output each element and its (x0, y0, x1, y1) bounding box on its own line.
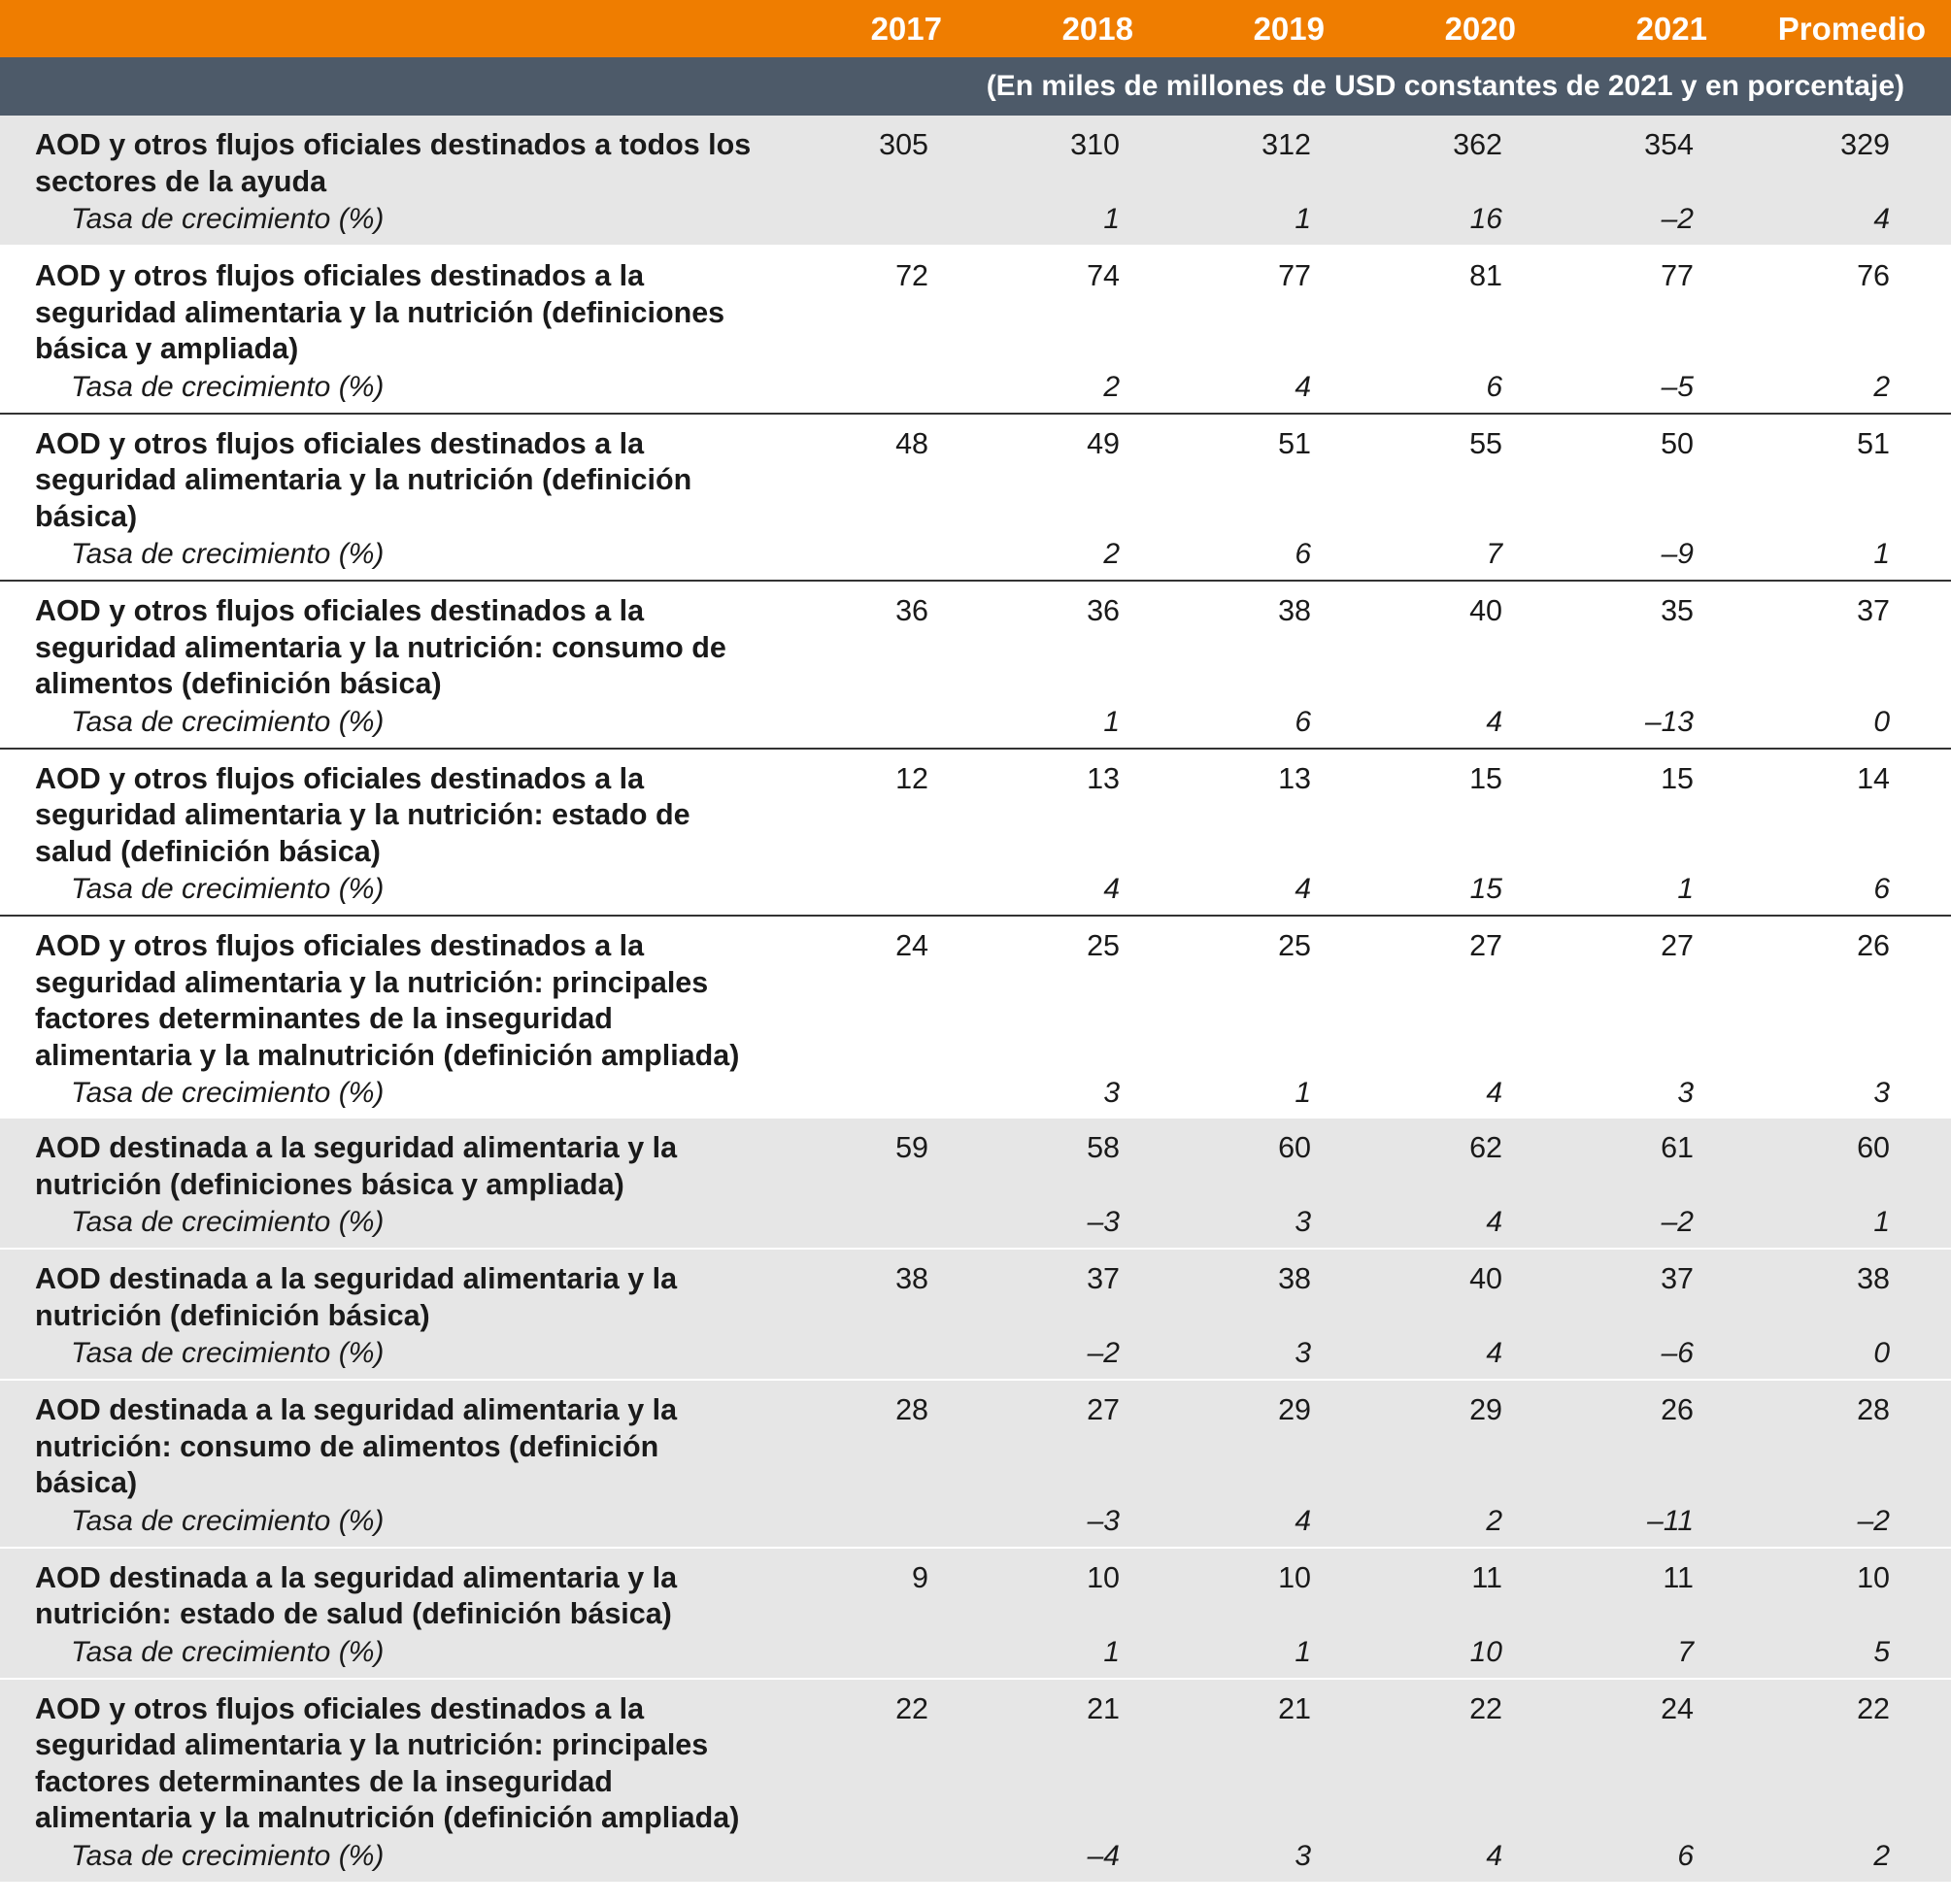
average-cell: 26 (1733, 916, 1951, 1074)
value-cell: 15 (1351, 749, 1542, 871)
row-group (0, 749, 1951, 917)
value-cell: 11 (1542, 1548, 1733, 1633)
value-cell: 305 (777, 116, 968, 200)
growth-average-cell: 2 (1733, 368, 1951, 414)
growth-average-cell: 5 (1733, 1633, 1951, 1679)
value-cell: 35 (1542, 581, 1733, 703)
growth-average-cell: 4 (1733, 200, 1951, 246)
growth-cell: 1 (968, 1633, 1160, 1679)
row-group (0, 916, 1951, 1119)
value-cell: 36 (777, 581, 968, 703)
value-cell: 37 (1542, 1249, 1733, 1334)
growth-cell (777, 703, 968, 749)
growth-row (0, 1074, 1951, 1119)
header-year-2020: 2020 (1351, 0, 1542, 57)
value-cell: 24 (777, 916, 968, 1074)
row-group (0, 116, 1951, 246)
growth-cell: 6 (1160, 535, 1351, 581)
growth-cell: –4 (968, 1837, 1160, 1882)
value-cell: 13 (968, 749, 1160, 871)
value-cell: 37 (968, 1249, 1160, 1334)
row-group (0, 1380, 1951, 1548)
growth-cell (777, 1334, 968, 1380)
value-cell: 362 (1351, 116, 1542, 200)
growth-cell: 3 (1160, 1203, 1351, 1249)
average-cell: 76 (1733, 246, 1951, 368)
header-year-2017: 2017 (777, 0, 968, 57)
value-cell: 74 (968, 246, 1160, 368)
growth-cell: 10 (1351, 1633, 1542, 1679)
growth-cell: 6 (1542, 1837, 1733, 1882)
average-cell: 37 (1733, 581, 1951, 703)
average-cell: 28 (1733, 1380, 1951, 1502)
value-cell: 60 (1160, 1119, 1351, 1203)
row-group (0, 246, 1951, 414)
growth-average-cell: 1 (1733, 1203, 1951, 1249)
value-cell: 40 (1351, 581, 1542, 703)
growth-cell (777, 870, 968, 916)
table-row (0, 916, 1951, 1074)
average-cell: 22 (1733, 1679, 1951, 1837)
value-cell: 310 (968, 116, 1160, 200)
growth-cell (777, 1074, 968, 1119)
row-label: AOD y otros flujos oficiales destinados a la seguridad alimentaria y la nutrición: estado de salud (definición básica) (0, 749, 777, 871)
growth-cell: 3 (1160, 1334, 1351, 1380)
growth-cell: –3 (968, 1203, 1160, 1249)
growth-cell: 4 (1160, 1502, 1351, 1548)
value-cell: 58 (968, 1119, 1160, 1203)
row-label: AOD y otros flujos oficiales destinados a la seguridad alimentaria y la nutrición: principales factores determinantes de la inseguridad alimentaria y la malnutrición (definición ampliada) (0, 1679, 777, 1837)
growth-cell: 7 (1542, 1633, 1733, 1679)
growth-cell: 3 (1160, 1837, 1351, 1882)
growth-row (0, 1502, 1951, 1548)
growth-cell (777, 1502, 968, 1548)
value-cell: 25 (1160, 916, 1351, 1074)
row-label: AOD destinada a la seguridad alimentaria y la nutrición (definición básica) (0, 1249, 777, 1334)
row-label: AOD destinada a la seguridad alimentaria y la nutrición: consumo de alimentos (definición básica) (0, 1380, 777, 1502)
table-row (0, 1679, 1951, 1837)
growth-cell: 6 (1351, 368, 1542, 414)
value-cell: 13 (1160, 749, 1351, 871)
growth-cell: 3 (1542, 1074, 1733, 1119)
value-cell: 15 (1542, 749, 1733, 871)
growth-label: Tasa de crecimiento (%) (0, 870, 777, 916)
growth-label: Tasa de crecimiento (%) (0, 1203, 777, 1249)
value-cell: 27 (968, 1380, 1160, 1502)
growth-cell: 2 (1351, 1502, 1542, 1548)
value-cell: 55 (1351, 414, 1542, 536)
row-group (0, 1119, 1951, 1249)
growth-cell: 2 (968, 368, 1160, 414)
growth-cell: 3 (968, 1074, 1160, 1119)
value-cell: 12 (777, 749, 968, 871)
growth-cell: 1 (1160, 1074, 1351, 1119)
growth-cell: 16 (1351, 200, 1542, 246)
growth-cell: 6 (1160, 703, 1351, 749)
growth-average-cell: 6 (1733, 870, 1951, 916)
table-row (0, 116, 1951, 200)
growth-cell: 1 (968, 200, 1160, 246)
growth-label: Tasa de crecimiento (%) (0, 535, 777, 581)
value-cell: 48 (777, 414, 968, 536)
growth-row (0, 1203, 1951, 1249)
value-cell: 26 (1542, 1380, 1733, 1502)
row-label: AOD y otros flujos oficiales destinados a la seguridad alimentaria y la nutrición (definiciones básica y ampliada) (0, 246, 777, 368)
growth-label: Tasa de crecimiento (%) (0, 1334, 777, 1380)
year-header-row (0, 0, 1951, 57)
growth-row (0, 1837, 1951, 1882)
table-row (0, 1548, 1951, 1633)
units-blank-cell (0, 57, 777, 116)
growth-cell: 4 (1351, 703, 1542, 749)
row-group (0, 1249, 1951, 1380)
growth-cell: 7 (1351, 535, 1542, 581)
value-cell: 9 (777, 1548, 968, 1633)
row-group (0, 1548, 1951, 1679)
value-cell: 10 (968, 1548, 1160, 1633)
growth-cell (777, 1633, 968, 1679)
growth-cell: 4 (1351, 1837, 1542, 1882)
value-cell: 51 (1160, 414, 1351, 536)
growth-cell: –2 (1542, 200, 1733, 246)
growth-cell: 4 (1160, 870, 1351, 916)
growth-cell (777, 1203, 968, 1249)
average-cell: 329 (1733, 116, 1951, 200)
value-cell: 81 (1351, 246, 1542, 368)
header-year-2018: 2018 (968, 0, 1160, 57)
row-label: AOD y otros flujos oficiales destinados a la seguridad alimentaria y la nutrición (definición básica) (0, 414, 777, 536)
growth-label: Tasa de crecimiento (%) (0, 1837, 777, 1882)
row-label: AOD y otros flujos oficiales destinados a la seguridad alimentaria y la nutrición: principales factores determinantes de la inseguridad alimentaria y la malnutrición (definición ampliada) (0, 916, 777, 1074)
growth-row (0, 368, 1951, 414)
value-cell: 27 (1542, 916, 1733, 1074)
value-cell: 38 (1160, 581, 1351, 703)
growth-cell: 15 (1351, 870, 1542, 916)
header-blank-cell (0, 0, 777, 57)
table-row (0, 414, 1951, 536)
growth-cell: –6 (1542, 1334, 1733, 1380)
growth-cell (777, 1837, 968, 1882)
average-cell: 14 (1733, 749, 1951, 871)
growth-cell: –3 (968, 1502, 1160, 1548)
value-cell: 50 (1542, 414, 1733, 536)
value-cell: 11 (1351, 1548, 1542, 1633)
growth-cell: –5 (1542, 368, 1733, 414)
growth-cell: 4 (968, 870, 1160, 916)
growth-cell: –2 (968, 1334, 1160, 1380)
value-cell: 36 (968, 581, 1160, 703)
growth-average-cell: –2 (1733, 1502, 1951, 1548)
value-cell: 25 (968, 916, 1160, 1074)
growth-cell: –11 (1542, 1502, 1733, 1548)
growth-cell: 4 (1351, 1334, 1542, 1380)
growth-row (0, 1633, 1951, 1679)
growth-cell (777, 200, 968, 246)
growth-label: Tasa de crecimiento (%) (0, 368, 777, 414)
row-group (0, 1679, 1951, 1882)
table-row (0, 1119, 1951, 1203)
growth-row (0, 870, 1951, 916)
value-cell: 28 (777, 1380, 968, 1502)
average-cell: 60 (1733, 1119, 1951, 1203)
value-cell: 40 (1351, 1249, 1542, 1334)
growth-average-cell: 2 (1733, 1837, 1951, 1882)
growth-cell (777, 535, 968, 581)
value-cell: 22 (777, 1679, 968, 1837)
growth-label: Tasa de crecimiento (%) (0, 1633, 777, 1679)
growth-row (0, 703, 1951, 749)
row-label: AOD destinada a la seguridad alimentaria y la nutrición (definiciones básica y ampliada) (0, 1119, 777, 1203)
value-cell: 312 (1160, 116, 1351, 200)
growth-row (0, 200, 1951, 246)
table-row (0, 1380, 1951, 1502)
value-cell: 24 (1542, 1679, 1733, 1837)
value-cell: 10 (1160, 1548, 1351, 1633)
growth-label: Tasa de crecimiento (%) (0, 703, 777, 749)
value-cell: 38 (1160, 1249, 1351, 1334)
units-row (0, 57, 1951, 116)
value-cell: 77 (1160, 246, 1351, 368)
value-cell: 21 (1160, 1679, 1351, 1837)
growth-average-cell: 0 (1733, 1334, 1951, 1380)
row-label: AOD y otros flujos oficiales destinados a la seguridad alimentaria y la nutrición: consumo de alimentos (definición básica) (0, 581, 777, 703)
value-cell: 29 (1351, 1380, 1542, 1502)
table-row (0, 581, 1951, 703)
header-average: Promedio (1733, 0, 1951, 57)
growth-cell: 1 (1160, 200, 1351, 246)
growth-cell: –13 (1542, 703, 1733, 749)
row-group (0, 414, 1951, 582)
growth-cell: –9 (1542, 535, 1733, 581)
growth-label: Tasa de crecimiento (%) (0, 1502, 777, 1548)
value-cell: 27 (1351, 916, 1542, 1074)
growth-row (0, 1334, 1951, 1380)
growth-average-cell: 0 (1733, 703, 1951, 749)
growth-cell: –2 (1542, 1203, 1733, 1249)
growth-cell: 1 (968, 703, 1160, 749)
units-label: (En miles de millones de USD constantes de 2021 y en porcentaje) (777, 57, 1951, 116)
value-cell: 354 (1542, 116, 1733, 200)
value-cell: 49 (968, 414, 1160, 536)
average-cell: 38 (1733, 1249, 1951, 1334)
row-label: AOD y otros flujos oficiales destinados a todos los sectores de la ayuda (0, 116, 777, 200)
growth-cell: 1 (1160, 1633, 1351, 1679)
average-cell: 10 (1733, 1548, 1951, 1633)
growth-average-cell: 1 (1733, 535, 1951, 581)
header-year-2019: 2019 (1160, 0, 1351, 57)
growth-row (0, 535, 1951, 581)
growth-cell: 4 (1351, 1074, 1542, 1119)
table-row (0, 246, 1951, 368)
growth-label: Tasa de crecimiento (%) (0, 200, 777, 246)
row-group (0, 581, 1951, 749)
value-cell: 61 (1542, 1119, 1733, 1203)
growth-average-cell: 3 (1733, 1074, 1951, 1119)
growth-cell: 1 (1542, 870, 1733, 916)
header-year-2021: 2021 (1542, 0, 1733, 57)
average-cell: 51 (1733, 414, 1951, 536)
value-cell: 62 (1351, 1119, 1542, 1203)
row-label: AOD destinada a la seguridad alimentaria y la nutrición: estado de salud (definición básica) (0, 1548, 777, 1633)
value-cell: 72 (777, 246, 968, 368)
growth-cell: 4 (1160, 368, 1351, 414)
growth-label: Tasa de crecimiento (%) (0, 1074, 777, 1119)
value-cell: 22 (1351, 1679, 1542, 1837)
growth-cell: 2 (968, 535, 1160, 581)
table-row (0, 1249, 1951, 1334)
value-cell: 21 (968, 1679, 1160, 1837)
value-cell: 77 (1542, 246, 1733, 368)
table-row (0, 749, 1951, 871)
growth-cell (777, 368, 968, 414)
growth-cell: 4 (1351, 1203, 1542, 1249)
value-cell: 29 (1160, 1380, 1351, 1502)
value-cell: 38 (777, 1249, 968, 1334)
value-cell: 59 (777, 1119, 968, 1203)
